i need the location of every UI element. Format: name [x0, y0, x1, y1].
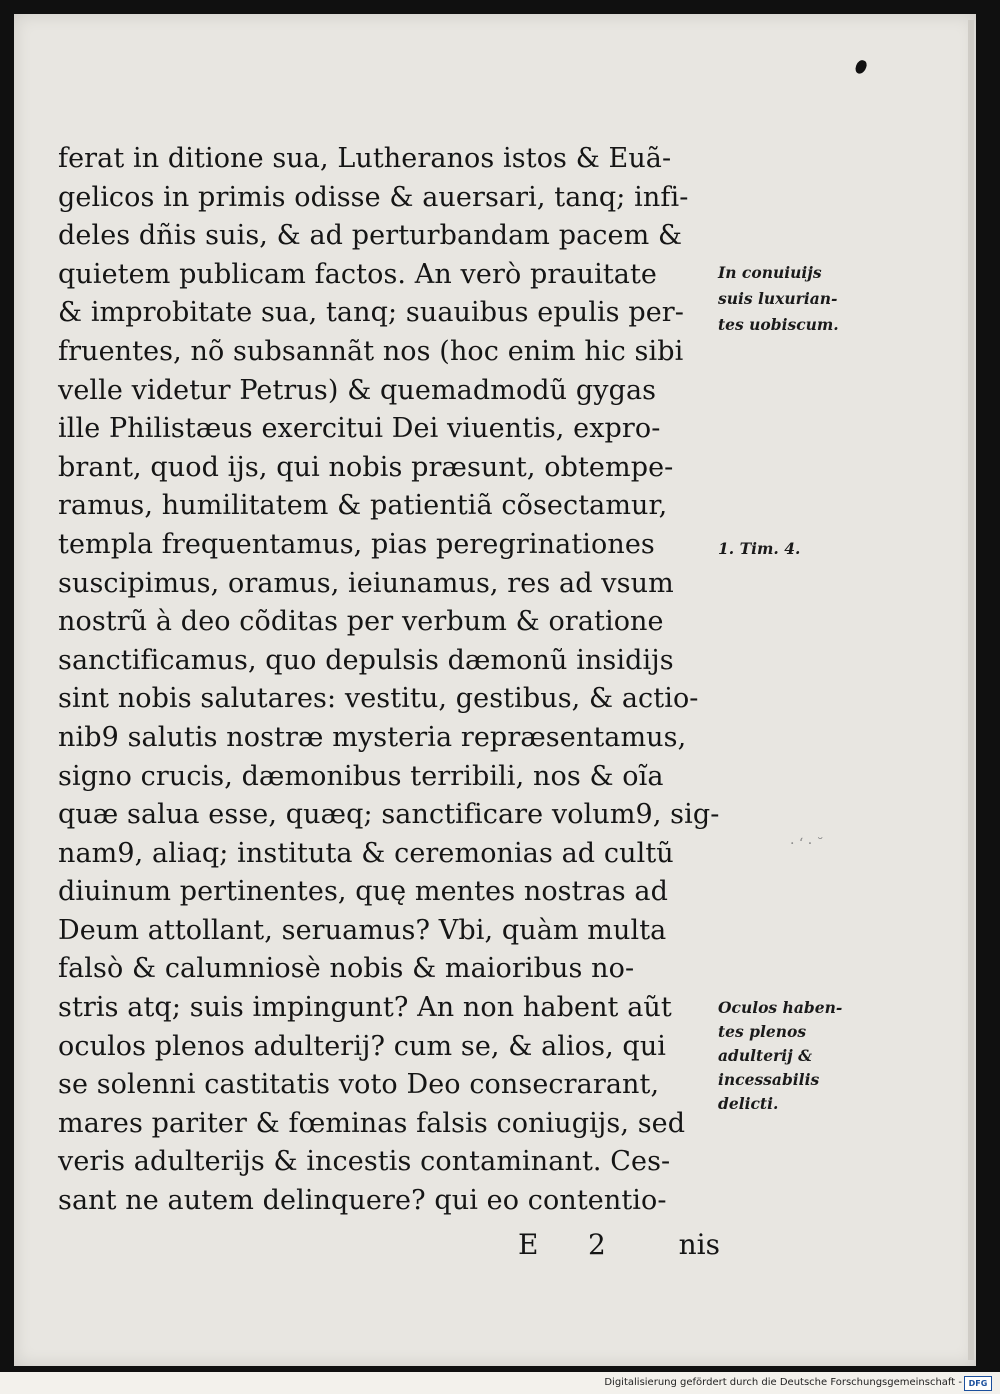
signature-number: 2 [588, 1228, 606, 1261]
marginal-note-line: Oculos haben- [718, 998, 843, 1017]
main-text-block [58, 140, 728, 1221]
text-line: ferat in ditione sua, Lutheranos istos & Euã- [58, 143, 672, 174]
marginal-note-line: adulterij & [718, 1046, 813, 1065]
text-line: mares pariter & fœminas falsis coniugijs, sed [58, 1107, 686, 1139]
text-line: sant ne autem delinquere? qui eo contentio- [58, 1185, 667, 1217]
text-line: templa frequentamus, pias peregrinationes [58, 528, 655, 560]
marginal-note-adultery [718, 996, 842, 1116]
funding-credit: Digitalisierung gefördert durch die Deutsche Forschungsgemeinschaft - [604, 1377, 962, 1388]
text-line: veris adulterijs & incestis contaminant. Ces- [58, 1146, 671, 1178]
text-line: velle videtur Petrus) & quemadmodũ gygas [58, 374, 657, 406]
marginal-note-line: delicti. [718, 1094, 779, 1113]
page-edge [968, 20, 974, 1360]
paper-specks: · ‘ · ˘ [790, 836, 824, 852]
text-line: sint nobis salutares: vestitu, gestibus, & actio- [58, 683, 699, 715]
text-line: & improbitate sua, tanq; suauibus epulis per- [58, 297, 685, 329]
text-line: Deum attollant, seruamus? Vbi, quàm multa [58, 914, 667, 946]
text-line: brant, quod ijs, qui nobis præsunt, obtempe- [58, 451, 674, 483]
text-line: nam9, aliaq; instituta & ceremonias ad cultũ [58, 837, 674, 869]
text-line: ramus, humilitatem & patientiã cõsectamur, [58, 490, 668, 522]
marginal-note-line: 1. Tim. 4. [718, 539, 801, 558]
text-line: se solenni castitatis voto Deo consecrarant, [58, 1069, 660, 1101]
text-line: signo crucis, dæmonibus terribili, nos & oĩa [58, 760, 664, 792]
signature-mark: E [518, 1228, 539, 1261]
text-line: quæ salua esse, quæq; sanctificare volum9, sig- [58, 799, 720, 831]
text-line: oculos plenos adulterij? cum se, & alios, qui [58, 1030, 667, 1062]
marginal-note-line: In conuiuijs [718, 263, 822, 282]
text-line: ille Philistæus exercitui Dei viuentis, expro- [58, 413, 661, 445]
text-line: falsò & calumniosè nobis & maioribus no- [58, 953, 635, 985]
text-line: gelicos in primis odisse & auersari, tanq; infi- [58, 181, 689, 213]
text-line: suscipimus, oramus, ieiunamus, res ad vsum [58, 567, 674, 599]
marginal-note-line: incessabilis [718, 1070, 820, 1089]
text-line: nostrũ à deo cõditas per verbum & oratione [58, 606, 664, 638]
text-line: quietem publicam factos. An verò prauitate [58, 258, 658, 290]
catchword: nis [678, 1228, 720, 1261]
text-line: nib9 salutis nostræ mysteria repræsentamus, [58, 721, 687, 753]
marginal-note-timothy [718, 536, 800, 562]
text-line: sanctificamus, quo depulsis dæmonũ insidijs [58, 644, 674, 676]
text-line: deles dñis suis, & ad perturbandam pacem & [58, 220, 683, 252]
text-line: diuinum pertinentes, quę mentes nostras ad [58, 876, 669, 908]
signature-line [58, 1228, 728, 1268]
text-line: stris atq; suis impingunt? An non habent aũt [58, 992, 672, 1024]
marginal-note-line: tes uobiscum. [718, 315, 839, 334]
marginal-note-feasting [718, 260, 839, 338]
marginal-note-line: tes plenos [718, 1022, 807, 1041]
text-line: fruentes, nõ subsannãt nos (hoc enim hic sibi [58, 335, 684, 367]
marginal-note-line: suis luxurian- [718, 289, 838, 308]
dfg-logo: DFG [964, 1376, 992, 1391]
